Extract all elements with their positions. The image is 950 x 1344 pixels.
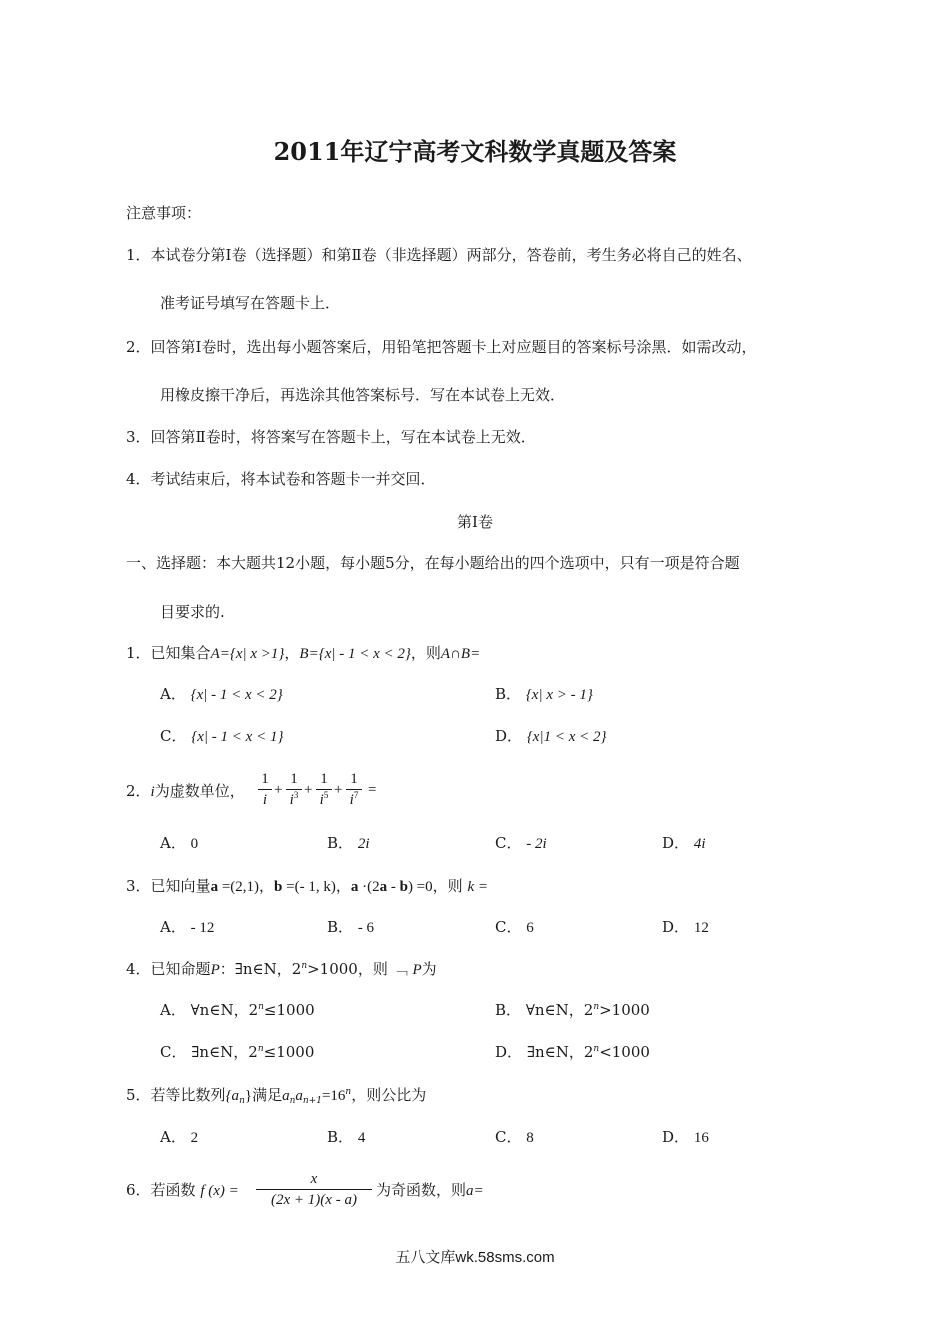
option-a: A． - 12 xyxy=(160,918,215,936)
set-b: B={x| - 1 < x < 2} xyxy=(299,646,411,662)
option-c: C． - 2i xyxy=(495,834,547,852)
fraction-2: 1 $i^3$ xyxy=(286,770,302,809)
option-b: B． {x| x > - 1} xyxy=(495,685,593,703)
question-3: 3．已知向量a =(2,1)，b =(- 1, k)，a ·(2a - b) =0，则 k = xyxy=(126,877,488,895)
question-number: 6． xyxy=(126,1181,151,1199)
footer-watermark: 五八文库wk.58sms.com xyxy=(395,1249,555,1266)
option-d: D． 16 xyxy=(662,1128,709,1146)
part-title: 第Ⅰ卷 xyxy=(457,513,493,531)
page-title: 2011年辽宁高考文科数学真题及答案 xyxy=(273,137,677,166)
question-5: 5．若等比数列$\{a_n\}$满足$a_na_{n+1}=16^n$，则公比为 xyxy=(126,1086,427,1106)
fraction-3: 1 $i^5$ xyxy=(316,770,332,809)
option-a: A． 2 xyxy=(160,1128,199,1146)
notice-item-1: 1．本试卷分第Ⅰ卷（选择题）和第Ⅱ卷（非选择题）两部分，答卷前，考生务必将自己的姓名、 xyxy=(126,246,752,264)
option-a: A． {x| - 1 < x < 2} xyxy=(160,685,283,703)
section-heading-cont: 目要求的. xyxy=(160,603,225,621)
option-d: D． {x|1 < x < 2} xyxy=(495,727,607,745)
question-ask: A∩B= xyxy=(440,646,481,662)
option-a: A． 0 xyxy=(160,834,199,852)
option-b: B． - 6 xyxy=(327,918,375,936)
option-a: A． ∀n∈N，$2^n\le 1000$ xyxy=(160,1001,315,1019)
question-6-tail: 为奇函数，则a= xyxy=(376,1181,484,1199)
option-d: D． ∃n∈N，$2^n<1000$ xyxy=(495,1043,650,1061)
option-d: D． 4i xyxy=(662,834,706,852)
question-6: 6．若函数 f (x) = xyxy=(126,1181,239,1199)
question-1: 1．已知集合A={x| x >1}，B={x| - 1 < x < 2}，则A∩B= xyxy=(126,644,481,662)
question-number: 5． xyxy=(126,1086,151,1104)
option-d: D． 12 xyxy=(662,918,709,936)
set-a: A={x| x >1} xyxy=(210,646,285,662)
question-4: 4．已知命题P：∃n∈N，$2^n>1000$，则 ﹁ P为 xyxy=(126,960,437,978)
notice-item-3: 3．回答第Ⅱ卷时，将答案写在答题卡上，写在本试卷上无效． xyxy=(126,428,536,446)
notice-item-4: 4．考试结束后，将本试卷和答题卡一并交回． xyxy=(126,470,436,488)
section-heading: 一、选择题：本大题共12小题，每小题5分，在每小题给出的四个选项中，只有一项是符合题 xyxy=(126,554,740,572)
notice-item-2: 2．回答第Ⅰ卷时，选出每小题答案后，用铅笔把答题卡上对应题目的答案标号涂黑．如需改动， xyxy=(126,338,757,356)
notice-item-1-cont: 准考证号填写在答题卡上． xyxy=(160,294,341,312)
question-number: 3． xyxy=(126,877,151,895)
option-c: C． ∃n∈N，$2^n\le 1000$ xyxy=(160,1043,315,1061)
negation-symbol: ﹁ xyxy=(392,960,408,978)
option-b: B． ∀n∈N，$2^n>1000$ xyxy=(495,1001,650,1019)
option-c: C． 6 xyxy=(495,918,534,936)
option-b: B． 2i xyxy=(327,834,370,852)
option-c: C． 8 xyxy=(495,1128,534,1146)
fraction-1: 1 i xyxy=(258,770,272,809)
question-number: 1． xyxy=(126,644,151,662)
question-number: 2． xyxy=(126,782,151,800)
option-c: C． {x| - 1 < x < 1} xyxy=(160,727,284,745)
option-b: B． 4 xyxy=(327,1128,366,1146)
notice-item-2-cont: 用橡皮擦干净后，再选涂其他答案标号．写在本试卷上无效． xyxy=(160,386,566,404)
question-2: 2．i为虚数单位， xyxy=(126,782,245,800)
question-number: 4． xyxy=(126,960,151,978)
fraction-4: 1 $i^7$ xyxy=(346,770,362,809)
fraction-function: x (2x + 1)(x - a) xyxy=(256,1170,372,1209)
notice-heading: 注意事项： xyxy=(126,204,202,222)
